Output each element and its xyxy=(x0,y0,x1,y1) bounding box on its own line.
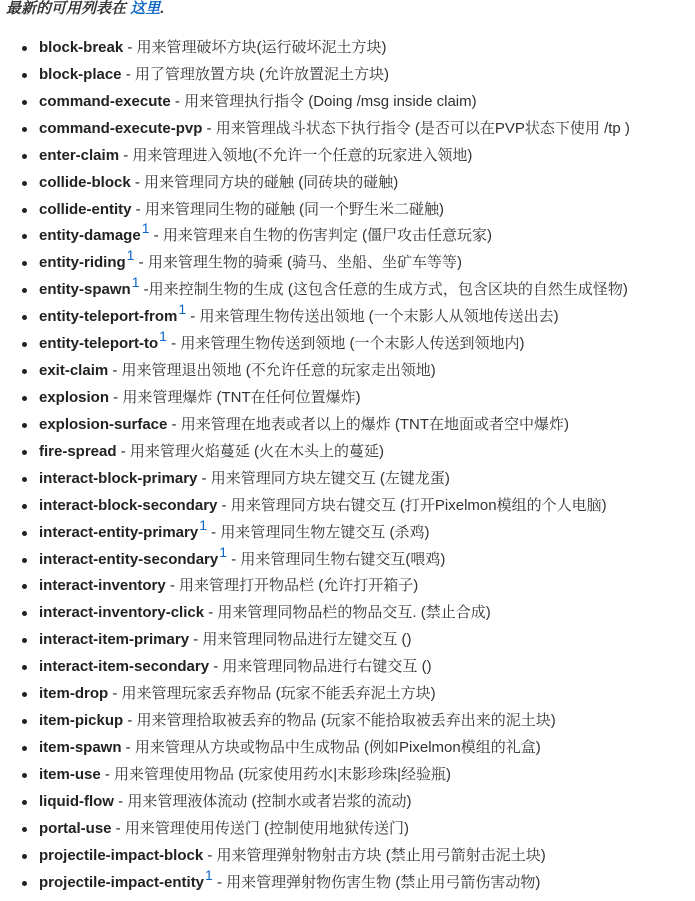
bullet-icon xyxy=(22,288,27,293)
permission-name: entity-teleport-from xyxy=(39,308,178,326)
permission-name: portal-use xyxy=(39,819,112,837)
bullet-icon xyxy=(22,665,27,670)
permission-name: item-spawn xyxy=(39,738,122,756)
permission-description: 用来管理同生物左键交互 (杀鸡) xyxy=(220,523,430,541)
permission-description: 用来管理液体流动 (控制水或者岩浆的流动) xyxy=(127,792,412,810)
bullet-icon xyxy=(22,261,27,266)
bullet-icon xyxy=(22,719,27,724)
permission-description: 用来管理来自生物的伤害判定 (僵尸攻击任意玩家) xyxy=(162,227,493,245)
separator: - xyxy=(217,496,231,514)
list-item xyxy=(0,765,630,792)
permission-description: 用来管理战斗状态下执行指令 (是否可以在PVP状态下使用 /tp ) xyxy=(215,119,630,137)
bullet-icon xyxy=(22,127,27,132)
permission-name: command-execute-pvp xyxy=(39,119,203,137)
permission-name: interact-item-secondary xyxy=(39,658,210,676)
separator: - xyxy=(165,577,180,595)
list-item xyxy=(0,516,630,550)
permission-name: enter-claim xyxy=(39,146,120,164)
bullet-icon xyxy=(22,800,27,805)
separator: - xyxy=(209,658,223,676)
list-item xyxy=(0,846,630,873)
bullet-icon xyxy=(22,369,27,374)
permission-description: 用来管理同生物的碰触 (同一个野生米二碰触) xyxy=(144,200,445,218)
list-item xyxy=(0,415,630,442)
permission-description: 用来管理生物传送到领地 (一个末影人传送到领地内) xyxy=(180,335,525,353)
separator: - xyxy=(123,712,137,730)
bullet-icon xyxy=(22,73,27,78)
permission-description: 用来管理生物传送出领地 (一个末影人从领地传送出去) xyxy=(199,308,559,326)
permission-name: interact-inventory-click xyxy=(39,604,205,622)
separator: - xyxy=(139,281,149,299)
permission-description: 用来管理同物品进行左键交互 () xyxy=(202,631,412,649)
footnote-link[interactable]: 1 xyxy=(131,274,140,291)
permission-description: 用来管理进入领地(不允许一个任意的玩家进入领地) xyxy=(132,146,473,164)
list-item xyxy=(0,496,630,523)
separator: - xyxy=(170,92,185,110)
footnote-link[interactable]: 1 xyxy=(178,301,187,318)
list-item xyxy=(0,866,630,900)
bullet-icon xyxy=(22,827,27,832)
bullet-icon xyxy=(22,315,27,320)
separator: - xyxy=(119,146,133,164)
permission-description: 用来管理玩家丢弃物品 (玩家不能丢弃泥土方块) xyxy=(121,685,436,703)
list-item xyxy=(0,543,630,577)
bullet-icon xyxy=(22,342,27,347)
permission-description: 用来管理破坏方块(运行破坏泥土方块) xyxy=(136,39,387,56)
list-item xyxy=(0,442,630,469)
permission-description: 用来管理拾取被丢弃的物品 (玩家不能拾取被丢弃出来的泥土块) xyxy=(136,712,556,730)
permission-description: 用来管理爆炸 (TNT在任何位置爆炸) xyxy=(122,388,361,406)
separator: - xyxy=(204,604,218,622)
separator: - xyxy=(149,227,163,245)
list-item xyxy=(0,388,630,415)
permission-description: 用来管理同生物右键交互(喂鸡) xyxy=(240,550,446,568)
permission-description: 用来管理打开物品栏 (允许打开箱子) xyxy=(179,577,419,595)
list-item xyxy=(0,301,630,334)
permission-description: 用来管理同物品进行右键交互 () xyxy=(222,658,432,676)
permission-name: block-place xyxy=(39,65,122,83)
list-item xyxy=(0,274,630,307)
permission-name: collide-entity xyxy=(39,200,132,218)
list-item xyxy=(0,328,630,361)
footnote-link[interactable]: 1 xyxy=(159,328,167,345)
separator: - xyxy=(167,415,181,433)
bullet-icon xyxy=(22,477,27,482)
footnote-link[interactable]: 1 xyxy=(219,543,228,560)
separator: - xyxy=(203,846,217,864)
list-item xyxy=(0,200,630,227)
permission-name: item-use xyxy=(39,765,101,783)
bullet-icon xyxy=(22,396,27,401)
separator: - xyxy=(100,765,115,783)
permission-name: projectile-impact-block xyxy=(39,846,204,864)
permission-name: command-execute xyxy=(39,92,171,110)
permission-name: block-break xyxy=(39,39,124,56)
list-item xyxy=(0,92,630,119)
permission-name: interact-block-primary xyxy=(39,469,198,487)
permission-name: item-drop xyxy=(39,685,109,703)
permission-name: entity-damage xyxy=(39,227,141,245)
permission-description: 用来管理使用物品 (玩家使用药水|末影珍珠|经验瓶) xyxy=(114,765,451,783)
separator: - xyxy=(111,819,125,837)
separator: - xyxy=(109,388,123,406)
permission-description: 用来管理退出领地 (不允许任意的玩家走出领地) xyxy=(121,362,436,380)
permission-name: entity-riding xyxy=(39,254,126,272)
separator: - xyxy=(202,119,216,137)
bullet-icon xyxy=(22,584,27,589)
permission-name: interact-item-primary xyxy=(39,631,190,649)
permission-description: 用来管理同方块左键交互 (左键龙蛋) xyxy=(210,469,450,487)
permission-description: 用来管理同物品栏的物品交互. (禁止合成) xyxy=(217,604,491,622)
permission-description: 用了管理放置方块 (允许放置泥土方块) xyxy=(134,65,390,83)
bullet-icon xyxy=(22,234,27,239)
permission-description: 用来管理弹射物伤害生物 (禁止用弓箭伤害动物) xyxy=(226,873,541,891)
permission-description: 用来管理弹射物射击方块 (禁止用弓箭射击泥土块) xyxy=(216,846,546,864)
permission-name: entity-teleport-to xyxy=(39,335,159,353)
bullet-icon xyxy=(22,423,27,428)
permission-name: liquid-flow xyxy=(39,792,114,810)
separator: - xyxy=(121,65,135,83)
separator: - xyxy=(186,308,200,326)
permission-description: 用来控制生物的生成 (这包含任意的生成方式，包含区块的自然生成怪物) xyxy=(148,281,628,299)
permission-description: 用来管理生物的骑乘 (骑马、坐船、坐矿车等等) xyxy=(147,254,462,272)
list-item xyxy=(0,684,630,711)
separator: - xyxy=(116,442,130,460)
separator: - xyxy=(212,873,227,891)
separator: - xyxy=(121,738,135,756)
separator: - xyxy=(207,523,221,541)
bullet-icon xyxy=(22,208,27,213)
header-prefix: 最新的可用列表在 xyxy=(6,0,127,17)
separator: - xyxy=(197,469,211,487)
bullet-icon xyxy=(22,692,27,697)
footnote-link[interactable]: 1 xyxy=(199,516,208,533)
bullet-icon xyxy=(22,531,27,536)
bullet-icon xyxy=(22,154,27,159)
list-item xyxy=(0,738,630,765)
list-item xyxy=(0,792,630,819)
bullet-icon xyxy=(22,100,27,105)
separator: - xyxy=(123,39,137,56)
list-source-link[interactable]: 这里 xyxy=(130,0,161,17)
permission-name: entity-spawn xyxy=(39,281,131,299)
bullet-icon xyxy=(22,881,27,886)
permission-list xyxy=(0,38,630,900)
list-item xyxy=(0,220,630,253)
permission-description: 用来管理在地表或者以上的爆炸 (TNT在地面或者空中爆炸) xyxy=(180,415,570,433)
list-item xyxy=(0,65,630,92)
permission-name: item-pickup xyxy=(39,712,124,730)
list-item xyxy=(0,819,630,846)
permission-name: explosion xyxy=(39,388,110,406)
permission-description: 用来管理执行指令 (Doing /msg inside claim) xyxy=(184,92,477,110)
list-item xyxy=(0,361,630,388)
separator: - xyxy=(134,254,148,272)
list-item xyxy=(0,630,630,657)
bullet-icon xyxy=(22,450,27,455)
bullet-icon xyxy=(22,746,27,751)
permission-name: explosion-surface xyxy=(39,415,168,433)
permission-name: interact-inventory xyxy=(39,577,166,595)
separator: - xyxy=(113,792,128,810)
permission-name: projectile-impact-entity xyxy=(39,873,205,891)
list-item xyxy=(0,173,630,200)
header-suffix: . xyxy=(160,0,165,17)
list-item xyxy=(0,576,630,603)
bullet-icon xyxy=(22,638,27,643)
footnote-link[interactable]: 1 xyxy=(205,866,213,883)
permission-name: interact-entity-secondary xyxy=(39,550,219,568)
permission-name: collide-block xyxy=(39,173,131,191)
list-item xyxy=(0,38,630,65)
list-item xyxy=(0,469,630,496)
bullet-icon xyxy=(22,558,27,563)
list-item xyxy=(0,247,630,280)
separator: - xyxy=(130,173,145,191)
separator: - xyxy=(189,631,203,649)
bullet-icon xyxy=(22,773,27,778)
bullet-icon xyxy=(22,611,27,616)
permission-description: 用来管理使用传送门 (控制使用地狱传送门) xyxy=(124,819,410,837)
bullet-icon xyxy=(22,181,27,186)
footnote-link[interactable]: 1 xyxy=(141,220,150,237)
list-item xyxy=(0,711,630,738)
separator: - xyxy=(108,685,122,703)
permission-description: 用来管理火焰蔓延 (火在木头上的蔓延) xyxy=(129,442,385,460)
bullet-icon xyxy=(22,46,27,51)
separator: - xyxy=(131,200,145,218)
list-item xyxy=(0,657,630,684)
permission-name: interact-block-secondary xyxy=(39,496,218,514)
bullet-icon xyxy=(22,504,27,509)
permission-name: exit-claim xyxy=(39,362,109,380)
permission-name: interact-entity-primary xyxy=(39,523,199,541)
separator: - xyxy=(166,335,181,353)
permission-name: fire-spread xyxy=(39,442,117,460)
separator: - xyxy=(108,362,122,380)
list-item xyxy=(0,146,630,173)
list-source-note xyxy=(6,0,164,18)
list-item xyxy=(0,119,630,146)
footnote-link[interactable]: 1 xyxy=(126,247,135,264)
list-item xyxy=(0,603,630,630)
permission-description: 用来管理同方块右键交互 (打开Pixelmon模组的个人电脑) xyxy=(230,496,607,514)
separator: - xyxy=(227,550,241,568)
permission-description: 用来管理从方块或物品中生成物品 (例如Pixelmon模组的礼盒) xyxy=(134,738,541,756)
permission-description: 用来管理同方块的碰触 (同砖块的碰触) xyxy=(144,173,399,191)
bullet-icon xyxy=(22,854,27,859)
